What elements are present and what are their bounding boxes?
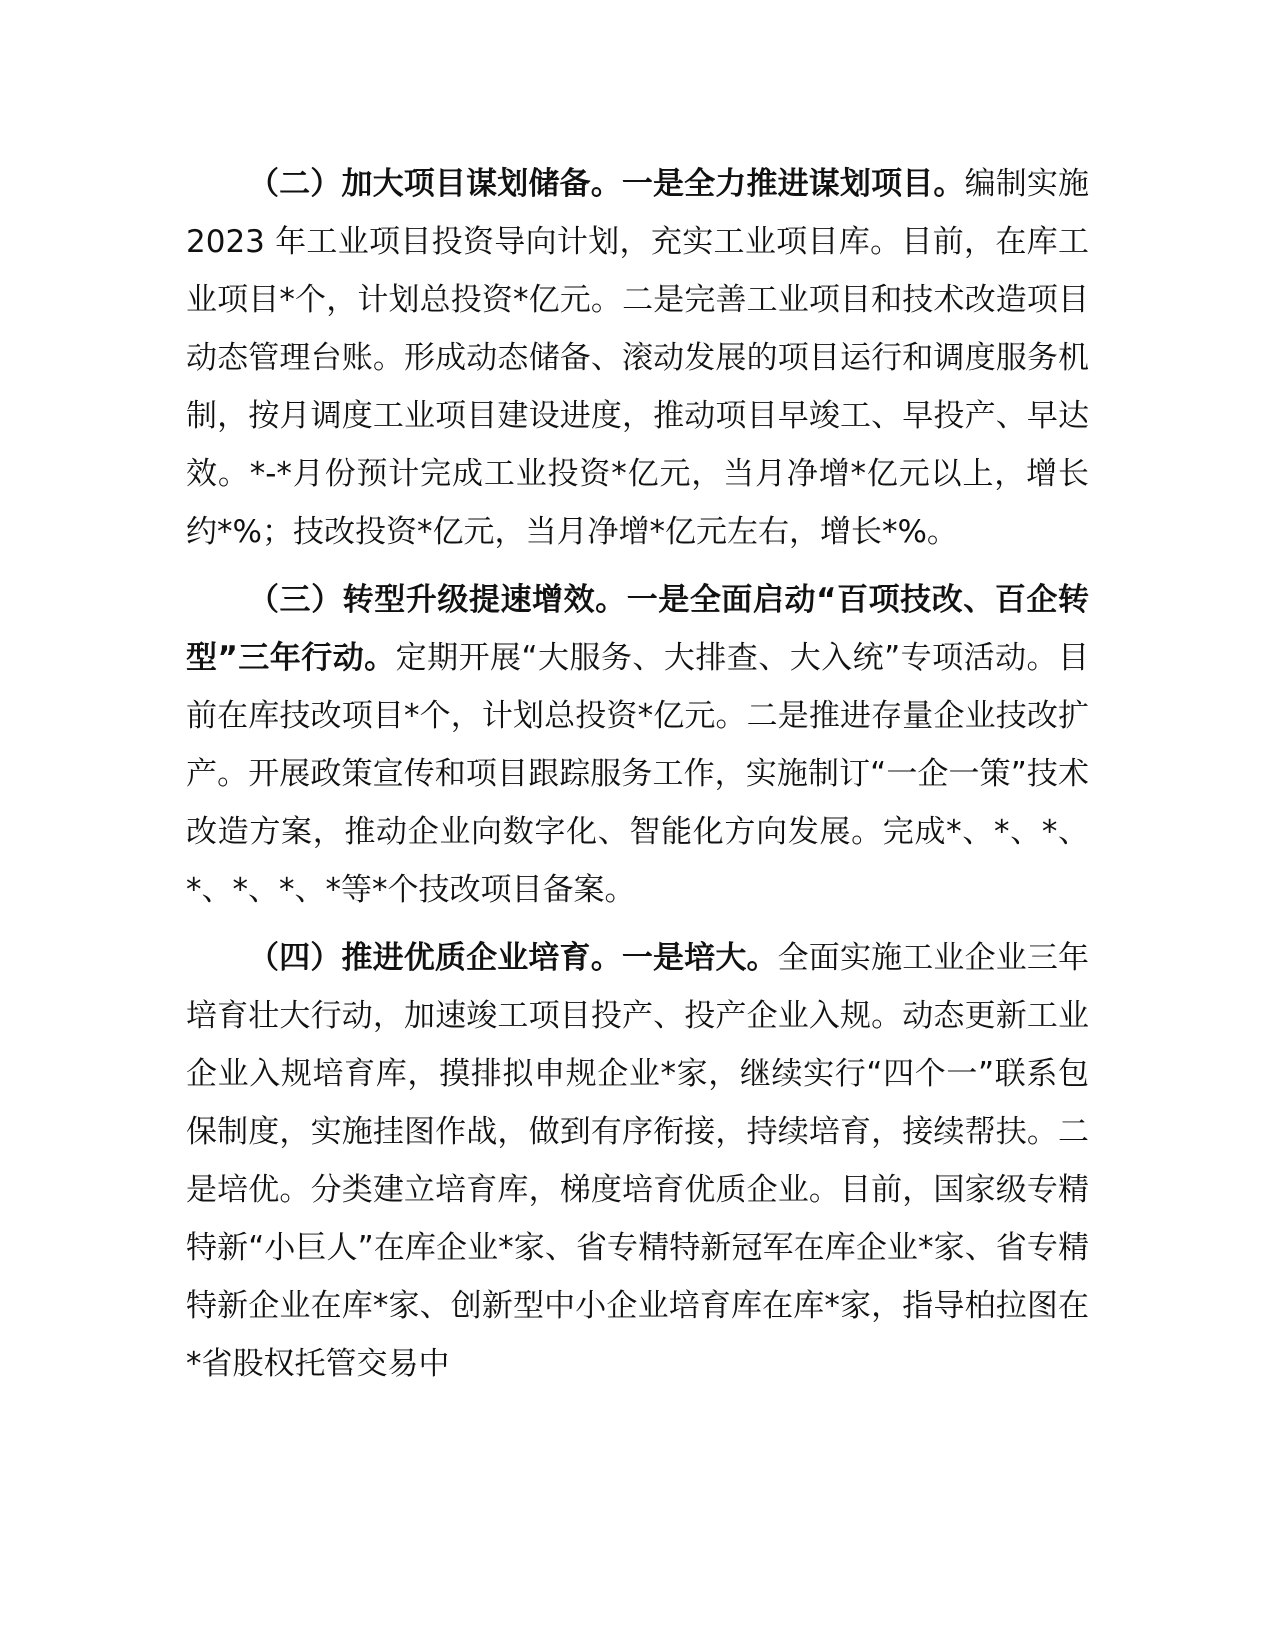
section-body: 定期开展“大服务、大排查、大入统”专项活动。目前在库技改项目*个，计划总投资*亿元。二是推进存量企业技改扩产。开展政策宣传和项目跟踪服务工作，实施制订“一企一策”技术改造方案，推动企业向数字化、智能化方向发展。完成*、*、*、*、*、*、*等*个技改项目备案。	[186, 640, 1089, 908]
section-lead: 一是全力推进谋划项目。	[621, 166, 965, 202]
section-lead: 一是全面启动“百项技改、百企转型”三年行动。	[186, 582, 1089, 676]
section-body: 编制实施 2023 年工业项目投资导向计划，充实工业项目库。目前，在库工业项目*个，计划总投资*亿元。二是完善工业项目和技术改造项目动态管理台账。形成动态储备、滚动发展的项目运行和调度服务机制，按月调度工业项目建设进度，推动项目早竣工、早投产、早达效。*-*月份预计完成工业投资*亿元，当月净增*亿元以上，增长约*%；技改投资*亿元，当月净增*亿元左右，增长*%。	[186, 166, 1090, 550]
section-lead: 一是培大。	[621, 940, 778, 976]
section-heading: （四）推进优质企业培育。	[248, 940, 622, 976]
paragraph-transformation-upgrade	[186, 571, 1089, 919]
section-heading: （二）加大项目谋划储备。	[248, 166, 622, 202]
paragraph-enterprise-cultivation	[186, 929, 1089, 1393]
section-body: 全面实施工业企业三年培育壮大行动，加速竣工项目投产、投产企业入规。动态更新工业企业入规培育库，摸排拟申规企业*家，继续实行“四个一”联系包保制度，实施挂图作战，做到有序衔接，持续培育，接续帮扶。二是培优。分类建立培育库，梯度培育优质企业。目前，国家级专精特新“小巨人”在库企业*家、省专精特新冠军在库企业*家、省专精特新企业在库*家、创新型中小企业培育库在库*家，指导柏拉图在*省股权托管交易中	[186, 940, 1090, 1382]
document-page	[186, 155, 1089, 1393]
paragraph-project-planning	[186, 155, 1089, 561]
section-heading: （三）转型升级提速增效。	[248, 582, 627, 618]
